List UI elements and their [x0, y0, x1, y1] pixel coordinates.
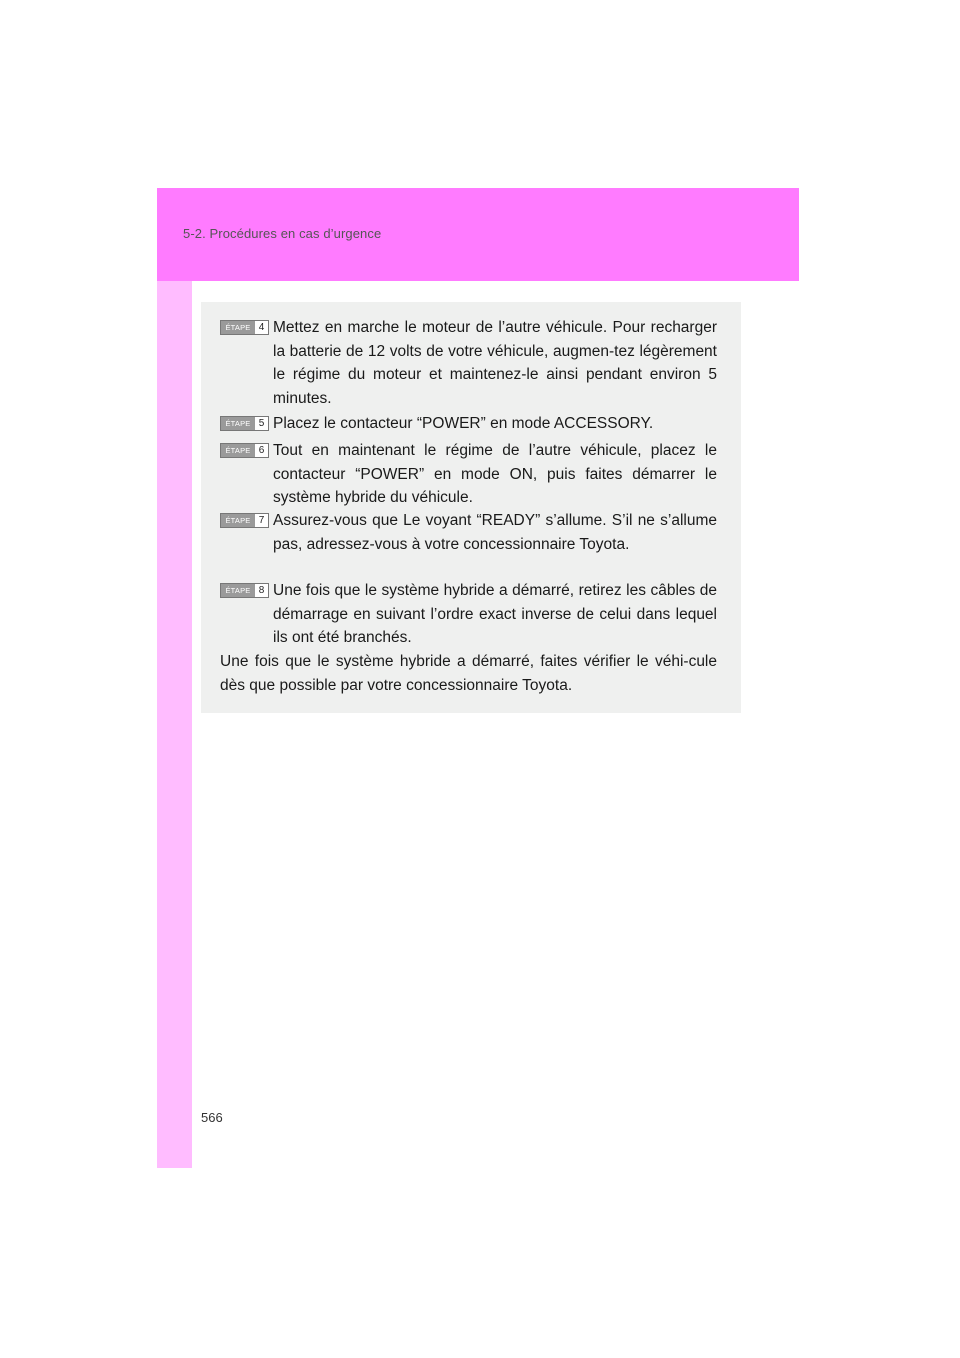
- section-header: [157, 188, 799, 281]
- procedure-box: [201, 302, 741, 713]
- step-text: Mettez en marche le moteur de l’autre véhicule. Pour recharger la batterie de 12 volts de votre véhicule, augmen-tez légèrement le régime du moteur et maintenez-le ainsi pendant environ 5 minutes.: [273, 319, 717, 407]
- step-badge: [220, 583, 269, 598]
- step-badge-number: 7: [258, 515, 265, 526]
- side-tab-strip: [157, 281, 192, 1168]
- step-badge: [220, 513, 269, 528]
- step-text: Placez le contacteur “POWER” en mode ACCESSORY.: [273, 415, 654, 432]
- closing-note: Une fois que le système hybride a démarré, faites vérifier le véhi-cule dès que possible par votre concessionnaire Toyota.: [220, 653, 717, 694]
- step-badge-label: ÉTAPE: [221, 514, 255, 527]
- section-title: 5-2. Procédures en cas d’urgence: [183, 226, 382, 241]
- step-badge: [220, 443, 269, 458]
- step-badge-number: 8: [258, 585, 265, 596]
- step-badge-label: ÉTAPE: [221, 444, 255, 457]
- step-text: Assurez-vous que Le voyant “READY” s’allume. S’il ne s’allume pas, adressez-vous à votre concessionnaire Toyota.: [273, 512, 717, 553]
- step-badge-number: 5: [258, 418, 265, 429]
- step-text: Une fois que le système hybride a démarré, retirez les câbles de démarrage en suivant l’ordre exact inverse de celui dans lequel ils ont été branchés.: [273, 582, 717, 646]
- step-badge-number: 4: [258, 322, 265, 333]
- step-badge: [220, 320, 269, 335]
- step-badge-number: 6: [258, 445, 265, 456]
- page-number: 566: [201, 1110, 223, 1125]
- step-text: Tout en maintenant le régime de l’autre véhicule, placez le contacteur “POWER” en mode ON, puis faites démarrer le système hybride du véhicule.: [273, 442, 717, 506]
- step-badge-label: ÉTAPE: [221, 417, 255, 430]
- step-badge-label: ÉTAPE: [221, 584, 255, 597]
- step-badge: [220, 416, 269, 431]
- step-badge-label: ÉTAPE: [221, 321, 255, 334]
